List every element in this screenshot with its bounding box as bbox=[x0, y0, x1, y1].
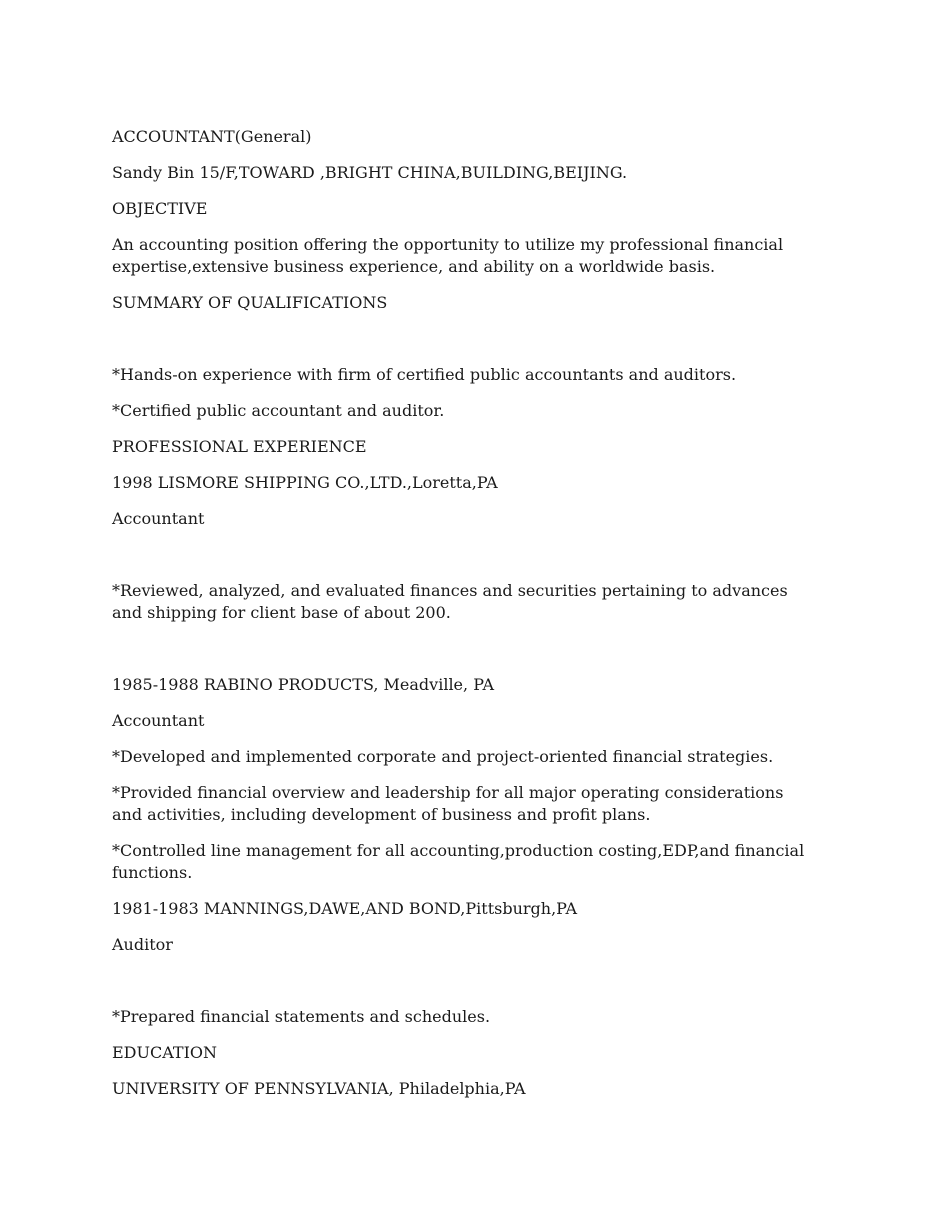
blank-line bbox=[112, 544, 812, 580]
resume-document bbox=[112, 126, 812, 1114]
job-header: 1998 LISMORE SHIPPING CO.,LTD.,Loretta,PA bbox=[112, 473, 498, 492]
job-bullet: *Developed and implemented corporate and project-oriented financial strategies. bbox=[112, 747, 774, 766]
education-school: UNIVERSITY OF PENNSYLVANIA, Philadelphia,PA bbox=[112, 1079, 526, 1098]
objective-heading: OBJECTIVE bbox=[112, 199, 208, 218]
job-bullet: *Prepared financial statements and schedules. bbox=[112, 1007, 491, 1026]
contact-address: Sandy Bin 15/F,TOWARD ,BRIGHT CHINA,BUILDING,BEIJING. bbox=[112, 163, 628, 182]
experience-heading: PROFESSIONAL EXPERIENCE bbox=[112, 437, 367, 456]
education-heading: EDUCATION bbox=[112, 1043, 218, 1062]
job-bullet: *Provided financial overview and leadership for all major operating considerations and activities, including development of business and profit plans. bbox=[112, 783, 784, 824]
resume-title: ACCOUNTANT(General) bbox=[112, 127, 312, 146]
blank-line bbox=[112, 638, 812, 674]
summary-item: *Hands-on experience with firm of certified public accountants and auditors. bbox=[112, 365, 737, 384]
job-bullet: *Reviewed, analyzed, and evaluated finances and securities pertaining to advances and shipping for client base of about 200. bbox=[112, 581, 788, 622]
blank-line bbox=[112, 970, 812, 1006]
job-header: 1985-1988 RABINO PRODUCTS, Meadville, PA bbox=[112, 675, 495, 694]
job-role: Accountant bbox=[112, 711, 205, 730]
objective-text: An accounting position offering the opportunity to utilize my professional financial expertise,extensive business experience, and ability on a worldwide basis. bbox=[112, 235, 784, 276]
job-role: Accountant bbox=[112, 509, 205, 528]
summary-item: *Certified public accountant and auditor. bbox=[112, 401, 445, 420]
blank-line bbox=[112, 328, 812, 364]
job-role: Auditor bbox=[112, 935, 173, 954]
summary-heading: SUMMARY OF QUALIFICATIONS bbox=[112, 293, 388, 312]
job-bullet: *Controlled line management for all accounting,production costing,EDP,and financial functions. bbox=[112, 841, 805, 882]
job-header: 1981-1983 MANNINGS,DAWE,AND BOND,Pittsburgh,PA bbox=[112, 899, 578, 918]
